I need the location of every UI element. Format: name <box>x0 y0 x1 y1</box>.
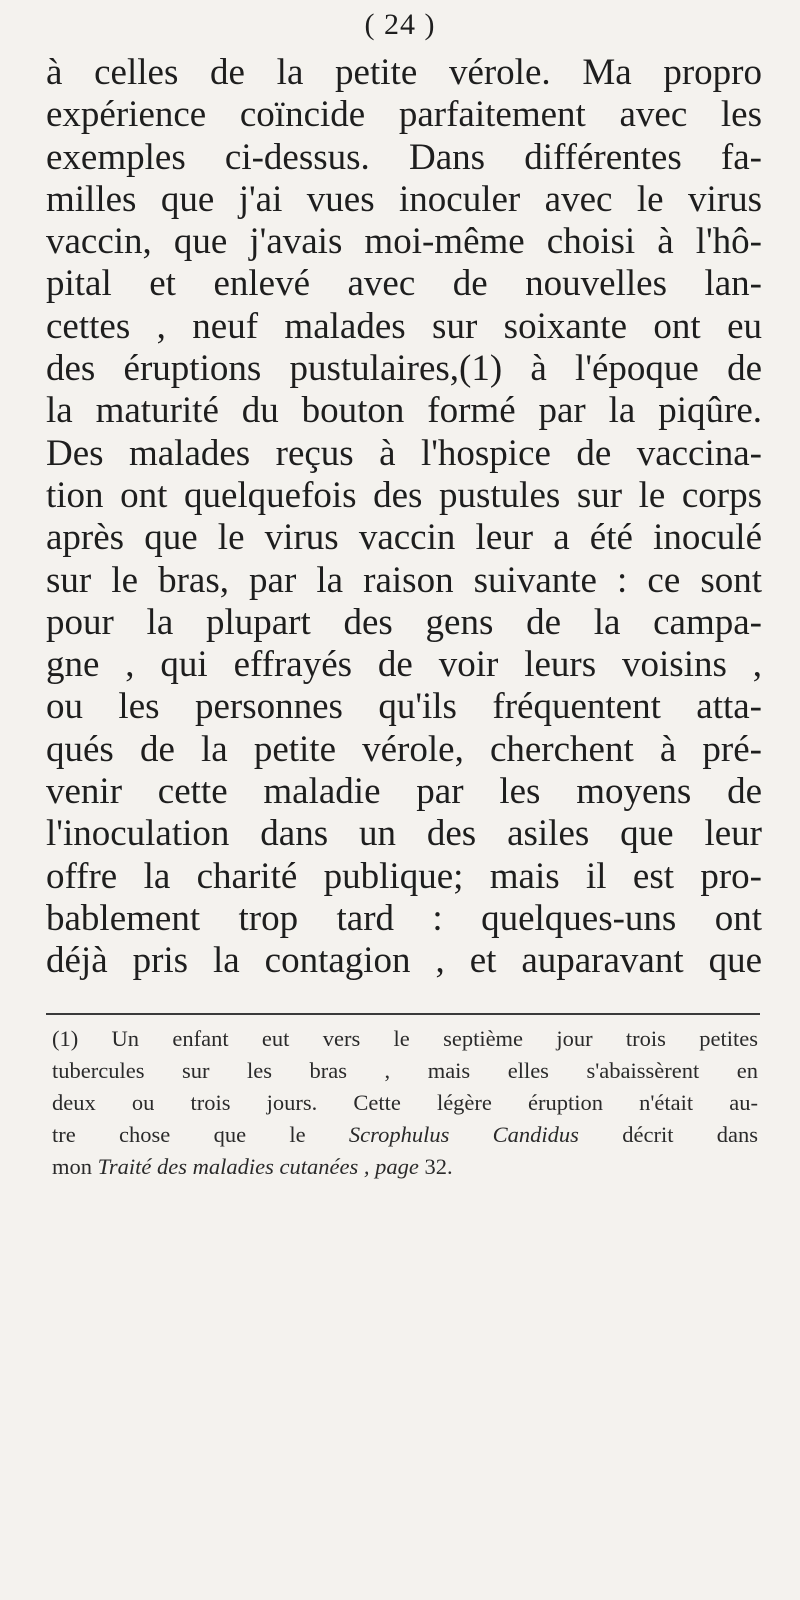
footnote-line <box>52 1119 758 1151</box>
footnote-italic-term: Scrophulus Candidus <box>348 1122 579 1147</box>
text-line: déjà pris la contagion , et auparavant que <box>46 940 762 982</box>
text-line: l'inoculation dans un des asiles que leur <box>46 813 762 855</box>
footnote-divider <box>46 1013 760 1015</box>
text-line: bablement trop tard : quelques-uns ont <box>46 897 762 939</box>
text-line: vaccin, que j'avais moi-même choisi à l'hô- <box>46 221 762 263</box>
footnote-text: tre chose que le <box>52 1122 349 1147</box>
text-line: cettes , neuf malades sur soixante ont eu <box>46 305 762 347</box>
footnote-line: (1) Un enfant eut vers le septième jour trois petites <box>52 1026 758 1051</box>
text-line: à celles de la petite vérole. Ma propro <box>46 52 762 93</box>
main-text-body <box>46 52 762 983</box>
text-line: gne , qui effrayés de voir leurs voisins , <box>46 644 762 686</box>
text-line: sur le bras, par la raison suivante : ce sont <box>46 559 762 601</box>
footnote-italic-reference: Traité des maladies cutanées , page <box>97 1154 419 1179</box>
text-line: tion ont quelquefois des pustules sur le corps <box>46 474 762 516</box>
text-line: milles que j'ai vues inoculer avec le virus <box>46 178 762 220</box>
footnote-text: mon <box>52 1154 98 1179</box>
text-line: la maturité du bouton formé par la piqûre. <box>46 390 762 432</box>
footnote <box>52 1023 758 1183</box>
text-line: Des malades reçus à l'hospice de vaccina- <box>46 432 762 474</box>
text-line: ou les personnes qu'ils fréquentent atta- <box>46 686 762 728</box>
text-line: après que le virus vaccin leur a été inoculé <box>46 517 762 559</box>
text-line: pital et enlevé avec de nouvelles lan- <box>46 263 762 305</box>
text-line: des éruptions pustulaires,(1) à l'époque de <box>46 348 762 390</box>
text-line: pour la plupart des gens de la campa- <box>46 601 762 643</box>
text-line: exemples ci-dessus. Dans différentes fa- <box>46 136 762 178</box>
footnote-text: 32. <box>418 1154 453 1179</box>
text-line: qués de la petite vérole, cherchent à pré- <box>46 728 762 770</box>
footnote-line: tubercules sur les bras , mais elles s'abaissèrent en <box>52 1058 758 1083</box>
text-line: offre la charité publique; mais il est pro- <box>46 855 762 897</box>
footnote-line <box>52 1151 758 1183</box>
text-line: expérience coïncide parfaitement avec les <box>46 94 762 136</box>
footnote-text: décrit dans <box>578 1122 758 1147</box>
footnote-line: deux ou trois jours. Cette légère éruption n'était au- <box>52 1090 758 1115</box>
text-line: venir cette maladie par les moyens de <box>46 771 762 813</box>
page-number: ( 24 ) <box>364 8 436 41</box>
